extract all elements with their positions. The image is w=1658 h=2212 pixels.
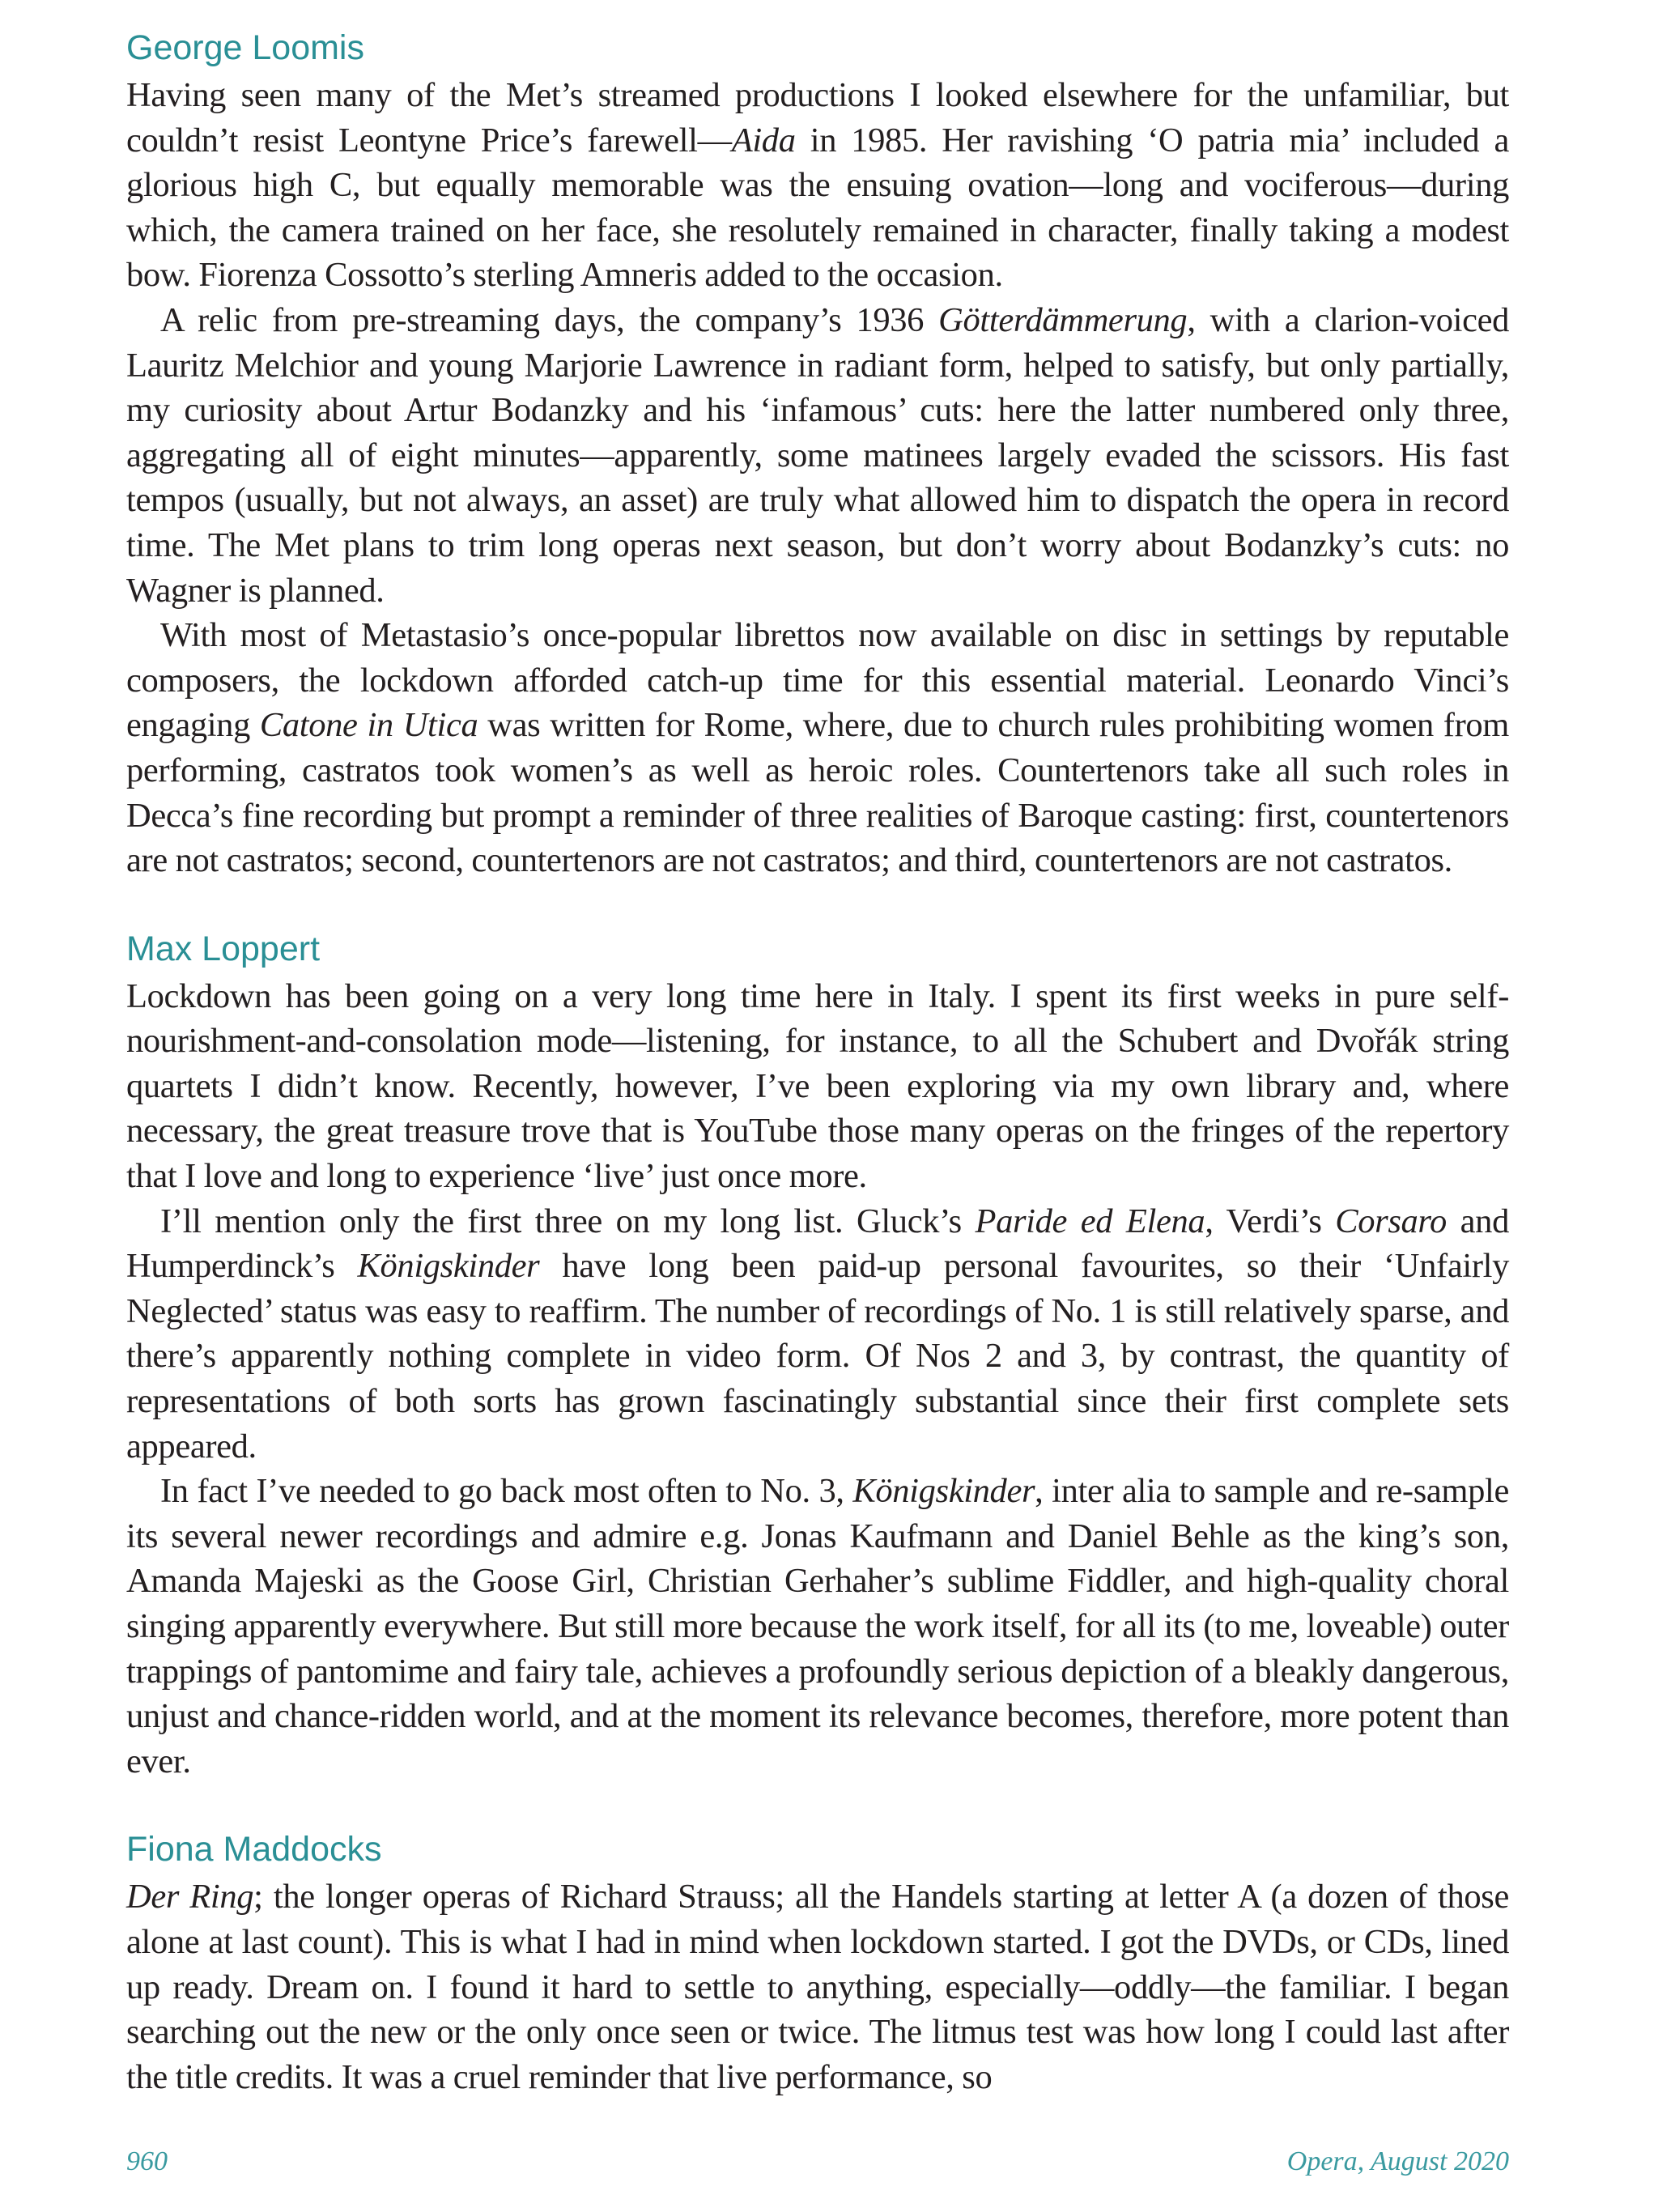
- contributor-section: [126, 24, 1509, 883]
- publication-issue: Opera, August 2020: [1286, 2146, 1509, 2176]
- contributor-section: [126, 925, 1509, 1784]
- text-run: in 1985. Her ravishing ‘O patria mia’ included a glorious high C, but equally memorable was the ensuing ovation—long and vociferous—during which, the camera trained on her face, she resolutely remained in character, finally taking a modest bow. Fiorenza Cossotto’s sterling Amneris added to the occasion.: [126, 121, 1509, 295]
- contributor-section: [126, 1826, 1509, 2099]
- work-title: Aida: [731, 121, 796, 160]
- text-run: With most of Metastasio’s once-popular librettos now available on disc in settings by reputable composers, the lockdown afforded catch-up time for this essential material. Leonardo Vinci’s engaging: [126, 616, 1509, 745]
- text-run: was written for Rome, where, due to church rules prohibiting women from performing, castratos took women’s as well as heroic roles. Countertenors take all such roles in Decca’s fine recording but prompt a reminder of three realities of Baroque casting: first, countertenors are not castratos; second, countertenors are not castratos; and third, countertenors are not castratos.: [126, 706, 1510, 880]
- paragraph: [126, 298, 1509, 613]
- text-run: ; the longer operas of Richard Strauss; all the Handels starting at letter A (a dozen of those alone at last count). This is what I had in mind when lockdown started. I got the DVDs, or CDs, lined up ready. Dream on. I found it hard to settle to anything, especially—oddly—the familiar. I began searching out the new or the only once seen or twice. The litmus test was how long I could last after the title credits. It was a cruel reminder that live performance, so: [126, 1878, 1509, 2096]
- paragraph: [126, 613, 1509, 883]
- article-body: [126, 24, 1509, 2099]
- page-footer: [126, 2142, 1509, 2182]
- work-title: Catone in Utica: [259, 706, 478, 745]
- paragraph: [126, 73, 1509, 298]
- author-heading: Max Loppert: [126, 929, 321, 968]
- text-run: , inter alia to sample and re-sample its several newer recordings and admire e.g. Jonas Kaufmann and Daniel Behle as the king’s son, Amanda Majeski as the Goose Girl, Christian Gerhaher’s sublime Fiddler, and high-quality choral singing apparently everywhere. But still more because the work itself, for all its (to me, loveable) outer trappings of pantomime and fairy tale, achieves a profoundly serious depiction of a bleakly dangerous, unjust and chance-ridden world, and at the moment its relevance becomes, therefore, more potent than ever.: [126, 1472, 1509, 1780]
- page-number: 960: [126, 2146, 168, 2176]
- author-heading: Fiona Maddocks: [126, 1830, 382, 1870]
- text-run: , Verdi’s: [1205, 1202, 1336, 1240]
- work-title: Paride ed Elena: [975, 1202, 1205, 1240]
- author-heading: George Loomis: [126, 28, 364, 67]
- work-title: Götterdämmerung: [938, 300, 1188, 339]
- work-title: Corsaro: [1335, 1202, 1447, 1240]
- paragraph: [126, 974, 1509, 1199]
- text-run: A relic from pre-streaming days, the company’s 1936: [160, 300, 939, 339]
- text-run: In fact I’ve needed to go back most often to No. 3,: [160, 1472, 853, 1511]
- work-title: Königskinder: [357, 1247, 540, 1286]
- paragraph: [126, 1199, 1509, 1470]
- text-run: , with a clarion-voiced Lauritz Melchior and young Marjorie Lawrence in radiant form, helped to satisfy, but only partially, my curiosity about Artur Bodanzky and his ‘infamous’ cuts: here the latter numbered only three, aggregating all of eight minutes—apparently, some matinees largely evaded the scissors. His fast tempos (usually, but not always, an asset) are truly what allowed him to dispatch the opera in record time. The Met plans to trim long operas next season, but don’t worry about Bodanzky’s cuts: no Wagner is planned.: [126, 300, 1509, 610]
- work-title: Königskinder: [852, 1472, 1035, 1511]
- paragraph: [126, 1469, 1509, 1784]
- paragraph: [126, 1874, 1509, 2099]
- text-run: Having seen many of the Met’s streamed productions I looked elsewhere for the unfamiliar, but couldn’t resist Leontyne Price’s farewell—: [126, 76, 1509, 160]
- work-title: Der Ring: [126, 1878, 254, 1916]
- text-run: I’ll mention only the first three on my long list. Gluck’s: [160, 1202, 976, 1240]
- text-run: have long been paid-up personal favourites, so their ‘Unfairly Neglected’ status was easy to reaffirm. The number of recordings of No. 1 is still relatively sparse, and there’s apparently nothing complete in video form. Of Nos 2 and 3, by contrast, the quantity of representations of both sorts has grown fascinatingly substantial since their first complete sets appeared.: [126, 1247, 1509, 1465]
- text-run: Lockdown has been going on a very long time here in Italy. I spent its first weeks in pure self-nourishment-and-consolation mode—listening, for instance, to all the Schubert and Dvořák string quartets I didn’t know. Recently, however, I’ve been exploring via my own library and, where necessary, the great treasure trove that is YouTube those many operas on the fringes of the repertory that I love and long to experience ‘live’ just once more.: [126, 976, 1509, 1196]
- text-run: and Humperdinck’s: [126, 1202, 1509, 1286]
